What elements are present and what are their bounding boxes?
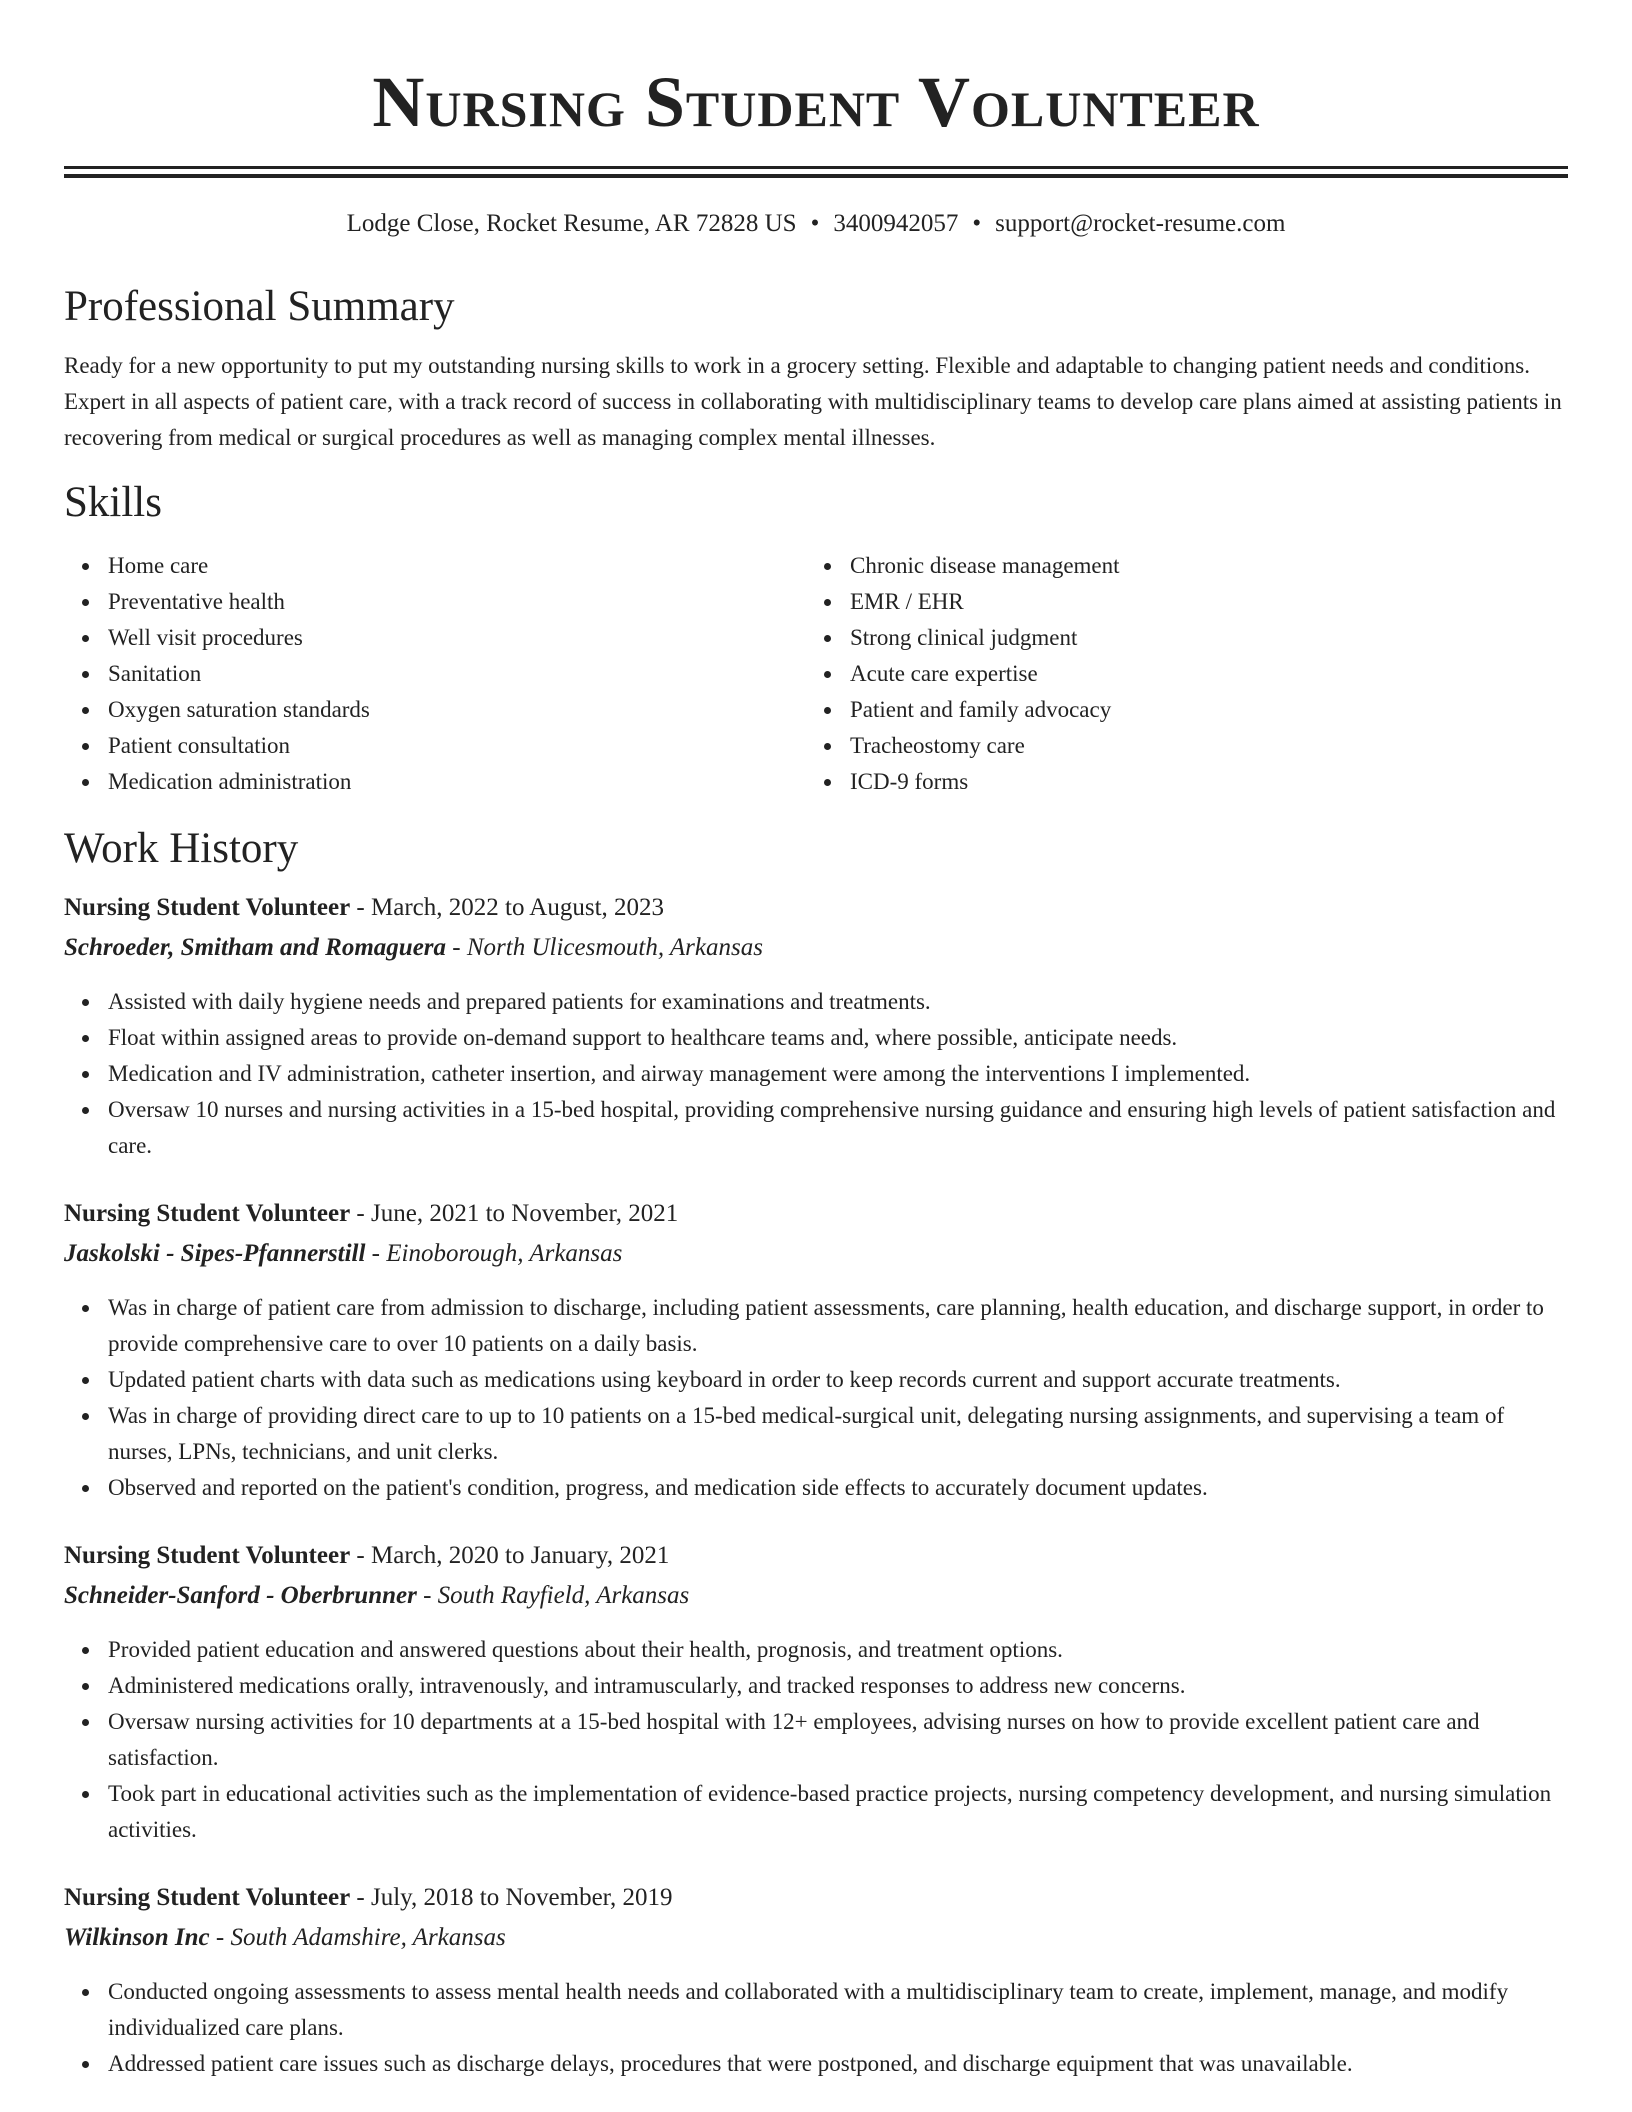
skill-item: Oxygen saturation standards [64, 692, 806, 728]
job-title: Nursing Student Volunteer [64, 894, 351, 921]
skill-item: Chronic disease management [806, 548, 1548, 584]
job-entry [64, 890, 1568, 1164]
skill-item: Preventative health [64, 584, 806, 620]
job-location: - South Rayfield, Arkansas [416, 1582, 690, 1609]
contact-separator: • [810, 210, 820, 237]
skill-item: Patient consultation [64, 728, 806, 764]
job-bullet: Was in charge of providing direct care to up to 10 patients on a 15-bed medical-surgical unit, delegating nursing assignments, and supervising a team of nurses, LPNs, technicians, and unit clerks. [64, 1398, 1568, 1470]
summary-heading: Professional Summary [64, 283, 455, 330]
job-bullet: Observed and reported on the patient's condition, progress, and medication side effects to accurately document updates. [64, 1470, 1568, 1506]
job-company: Jaskolski - Sipes-Pfannerstill [64, 1240, 366, 1267]
resume-name: Nursing Student Volunteer [372, 62, 1260, 142]
skills-left-list [64, 548, 806, 800]
job-company: Wilkinson Inc [64, 1924, 210, 1951]
job-bullet: Oversaw nursing activities for 10 departments at a 15-bed hospital with 12+ employees, advising nurses on how to provide excellent patient care and satisfaction. [64, 1704, 1568, 1776]
job-location: - South Adamshire, Arkansas [209, 1924, 506, 1951]
job-entry [64, 1196, 1568, 1506]
job-bullet: Provided patient education and answered questions about their health, prognosis, and treatment options. [64, 1632, 1568, 1668]
job-dates: - March, 2022 to August, 2023 [350, 894, 665, 921]
contact-email: support@rocket-resume.com [995, 210, 1286, 237]
job-entry [64, 1538, 1568, 1848]
job-bullets [64, 1290, 1568, 1506]
skill-item: Acute care expertise [806, 656, 1548, 692]
job-bullets [64, 1632, 1568, 1848]
contact-line [64, 208, 1568, 240]
job-company-line [64, 1920, 1568, 1956]
header-divider [64, 166, 1568, 178]
summary-text: Ready for a new opportunity to put my outstanding nursing skills to work in a grocery setting. Flexible and adaptable to changing patient needs and conditions. Expert in all aspects of patient care, with a track record of success in collaborating with multidisciplinary teams to develop care plans aimed at assisting patients in recovering from medical or surgical procedures as well as managing complex mental illnesses. [64, 353, 1562, 450]
job-title-line [64, 1196, 1568, 1232]
skill-item: Strong clinical judgment [806, 620, 1548, 656]
job-entry [64, 1880, 1568, 2082]
job-bullet: Addressed patient care issues such as discharge delays, procedures that were postponed, and discharge equipment that was unavailable. [64, 2046, 1568, 2082]
job-bullet: Assisted with daily hygiene needs and prepared patients for examinations and treatments. [64, 984, 1568, 1020]
job-title: Nursing Student Volunteer [64, 1884, 351, 1911]
skills-right-list [806, 548, 1548, 800]
job-company-line [64, 1578, 1568, 1614]
job-bullet: Updated patient charts with data such as medications using keyboard in order to keep records current and support accurate treatments. [64, 1362, 1568, 1398]
job-bullet: Float within assigned areas to provide on-demand support to healthcare teams and, where possible, anticipate needs. [64, 1020, 1568, 1056]
skill-item: ICD-9 forms [806, 764, 1548, 800]
job-bullet: Medication and IV administration, catheter insertion, and airway management were among the interventions I implemented. [64, 1056, 1568, 1092]
job-title-line [64, 1880, 1568, 1916]
skill-item: Tracheostomy care [806, 728, 1548, 764]
job-location: - North Ulicesmouth, Arkansas [446, 934, 763, 961]
skill-item: EMR / EHR [806, 584, 1548, 620]
resume-page [64, 0, 1568, 2082]
skill-item: Patient and family advocacy [806, 692, 1548, 728]
contact-phone: 3400942057 [833, 210, 959, 237]
work-history-heading: Work History [64, 825, 299, 872]
job-location: - Einoborough, Arkansas [365, 1240, 623, 1267]
job-title: Nursing Student Volunteer [64, 1542, 351, 1569]
skill-item: Medication administration [64, 764, 806, 800]
job-title: Nursing Student Volunteer [64, 1200, 351, 1227]
job-bullet: Took part in educational activities such as the implementation of evidence-based practice projects, nursing competency development, and nursing simulation activities. [64, 1776, 1568, 1848]
job-bullet: Conducted ongoing assessments to assess mental health needs and collaborated with a multidisciplinary team to create, implement, manage, and modify individualized care plans. [64, 1974, 1568, 2046]
job-company-line [64, 930, 1568, 966]
job-title-line [64, 1538, 1568, 1574]
job-dates: - March, 2020 to January, 2021 [350, 1542, 670, 1569]
job-bullet: Administered medications orally, intravenously, and intramuscularly, and tracked responses to address new concerns. [64, 1668, 1568, 1704]
skills-heading: Skills [64, 479, 162, 526]
job-dates: - June, 2021 to November, 2021 [350, 1200, 679, 1227]
job-bullet: Was in charge of patient care from admission to discharge, including patient assessments, care planning, health education, and discharge support, in order to provide comprehensive care to over 10 patients on a daily basis. [64, 1290, 1568, 1362]
job-company: Schroeder, Smitham and Romaguera [64, 934, 447, 961]
contact-address: Lodge Close, Rocket Resume, AR 72828 US [346, 210, 797, 237]
job-title-line [64, 890, 1568, 926]
skill-item: Well visit procedures [64, 620, 806, 656]
job-company: Schneider-Sanford - Oberbrunner [64, 1582, 417, 1609]
skill-item: Sanitation [64, 656, 806, 692]
skill-item: Home care [64, 548, 806, 584]
job-company-line [64, 1236, 1568, 1272]
contact-separator: • [972, 210, 982, 237]
job-bullet: Oversaw 10 nurses and nursing activities in a 15-bed hospital, providing comprehensive nursing guidance and ensuring high levels of patient satisfaction and care. [64, 1092, 1568, 1164]
job-bullets [64, 1974, 1568, 2082]
job-bullets [64, 984, 1568, 1164]
job-dates: - July, 2018 to November, 2019 [350, 1884, 673, 1911]
skills-columns [64, 548, 1568, 800]
